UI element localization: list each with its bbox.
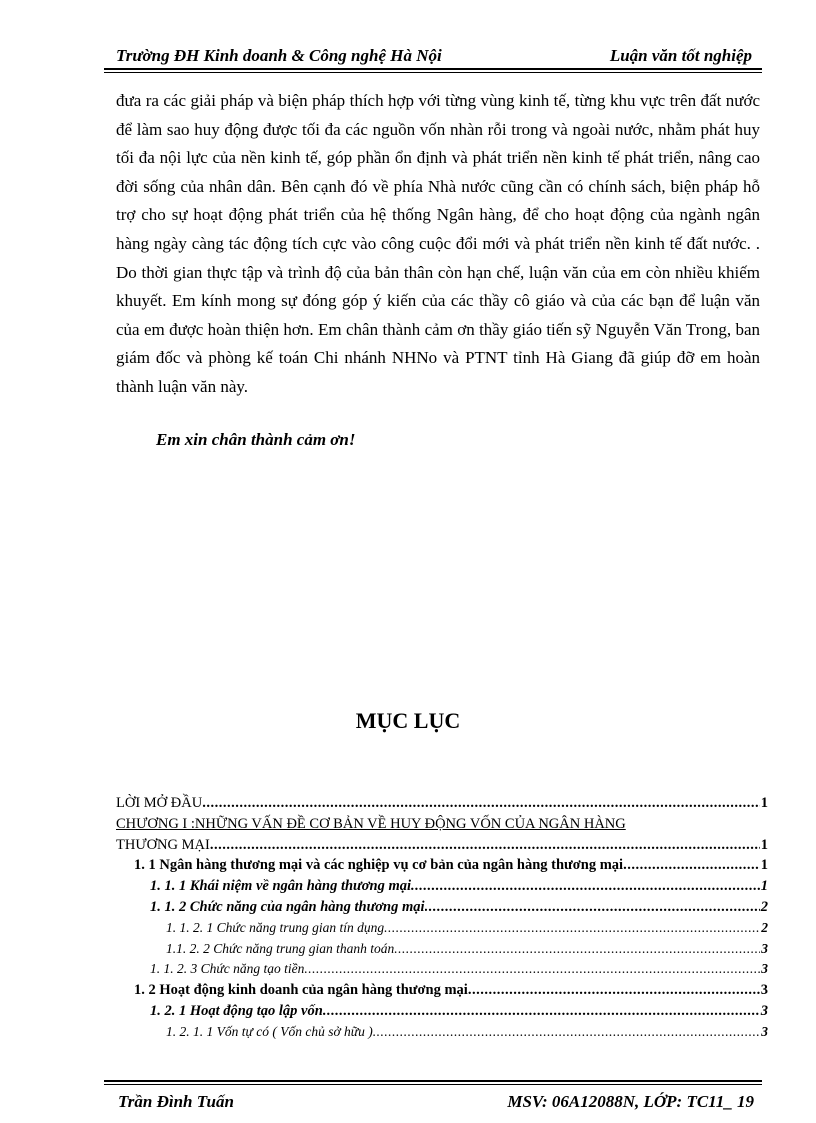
toc-entry-text: THƯƠNG MẠI — [116, 836, 210, 853]
toc-entry-page: 3 — [760, 1002, 768, 1019]
toc-entry-page: 3 — [761, 961, 768, 977]
toc-entry-page: 3 — [761, 940, 768, 956]
footer-rule-thick — [104, 1080, 762, 1082]
toc-entry-text: 1. 2. 1 Hoạt động tạo lập vốn — [150, 1002, 323, 1019]
toc-leader-dots — [623, 857, 760, 874]
toc-entry[interactable] — [116, 1003, 768, 1024]
toc-item-list — [116, 857, 768, 1044]
toc-leader-dots — [468, 982, 760, 999]
toc-entry-page: 1 — [760, 878, 768, 895]
toc-leader-dots — [425, 899, 760, 916]
header-thesis-label: Luận văn tốt nghiệp — [609, 46, 752, 65]
toc-leader-dots — [373, 1024, 760, 1040]
toc-entry[interactable] — [116, 878, 768, 899]
footer-student-info: MSV: 06A12088N, LỚP: TC11_ 19 — [507, 1092, 754, 1111]
toc-leader-dots — [210, 837, 760, 854]
toc-entry-page: 3 — [761, 1023, 768, 1039]
toc-entry-chapter[interactable] — [116, 837, 768, 858]
toc-entry-page: 1 — [760, 795, 768, 811]
body-paragraph: đưa ra các giải pháp và biện pháp thích hợp với từng vùng kinh tế, từng khu vực trên đất nước để làm sao huy động được tối đa các nguồn vốn nhàn rỗi trong và ngoài nước, nhằm phát huy tối đa nội lực của nền kinh tế, góp phần ổn định và phát triển nền kinh tế phát triển, nâng cao đời sống của nhân dân. Bên cạnh đó về phía Nhà nước cũng cần có chính sách, biện pháp hỗ trợ cho sự hoạt động phát triển của hệ thống Ngân hàng, để cho hoạt động của ngành ngân hàng ngày càng tác động tích cực vào công cuộc đổi mới và phát triển nền kinh tế đất nước. . Do thời gian thực tập và trình độ của bản thân còn hạn chế, luận văn của em còn nhiều khiếm khuyết. Em kính mong sự đóng góp ý kiến của các thầy cô giáo và của các bạn để luận văn của em được hoàn thiện hơn. Em chân thành cảm ơn thầy giáo tiến sỹ Nguyễn Văn Trong, ban giám đốc và phòng kế toán Chi nhánh NHNo và PTNT tỉnh Hà Giang đã giúp đỡ em hoàn thành luận văn này. — [116, 91, 760, 396]
toc-entry-page: 3 — [760, 982, 768, 999]
toc-entry-text: 1. 1. 1 Khái niệm về ngân hàng thương mại — [150, 878, 412, 895]
toc-leader-dots — [384, 920, 760, 936]
page-header — [104, 46, 762, 70]
toc-entry[interactable] — [116, 961, 768, 982]
toc-entry[interactable] — [116, 1024, 768, 1045]
toc-entry[interactable] — [116, 941, 768, 962]
toc-title: MỤC LỤC — [355, 708, 461, 733]
toc-entry-page: 2 — [760, 898, 768, 915]
toc-entry-page: 1 — [760, 857, 768, 874]
toc-entry-text: 1.1. 2. 2 Chức năng trung gian thanh toán — [166, 940, 395, 956]
toc-entry[interactable] — [116, 857, 768, 878]
toc-leader-dots — [304, 961, 760, 977]
toc-leader-dots — [202, 795, 760, 812]
toc-entry-text: 1. 1. 2. 1 Chức năng trung gian tín dụng — [166, 919, 385, 935]
toc-leader-dots — [411, 878, 760, 895]
footer-author: Trần Đình Tuấn — [118, 1092, 234, 1111]
toc-leader-dots — [394, 941, 760, 957]
header-school-name: Trường ĐH Kinh doanh & Công nghệ Hà Nội — [116, 46, 442, 65]
toc-entry-text: 1. 1 Ngân hàng thương mại và các nghiệp vụ cơ bản của ngân hàng thương mại — [134, 857, 624, 874]
toc-entry[interactable] — [116, 920, 768, 941]
toc-entry-chapter-line1[interactable]: CHƯƠNG I :NHỮNG VẤN ĐỀ CƠ BẢN VỀ HUY ĐỘNG VỐN CỦA NGÂN HÀNG — [116, 815, 626, 832]
toc-entry[interactable] — [116, 899, 768, 920]
header-rule-thick — [104, 68, 762, 70]
toc-leader-dots — [323, 1003, 760, 1020]
toc-entry-text: 1. 2 Hoạt động kinh doanh của ngân hàng thương mại — [134, 982, 468, 999]
toc-entry-text: LỜI MỞ ĐẦU — [116, 795, 203, 811]
toc-entry-text: 1. 2. 1. 1 Vốn tự có ( Vốn chủ sở hữu ) — [166, 1023, 373, 1039]
toc-entry[interactable] — [116, 982, 768, 1003]
table-of-contents — [116, 795, 768, 1045]
footer-rule-thin — [104, 1084, 762, 1085]
toc-entry-text: 1. 1. 2. 3 Chức năng tạo tiền — [150, 961, 305, 977]
thanks-line: Em xin chân thành cảm ơn! — [156, 430, 356, 449]
toc-entry-page: 2 — [761, 919, 768, 935]
toc-entry-text: 1. 1. 2 Chức năng của ngân hàng thương mại — [150, 898, 425, 915]
toc-entry-page: 1 — [760, 836, 768, 853]
toc-entry-intro[interactable] — [116, 795, 768, 816]
header-rule-thin — [104, 72, 762, 73]
